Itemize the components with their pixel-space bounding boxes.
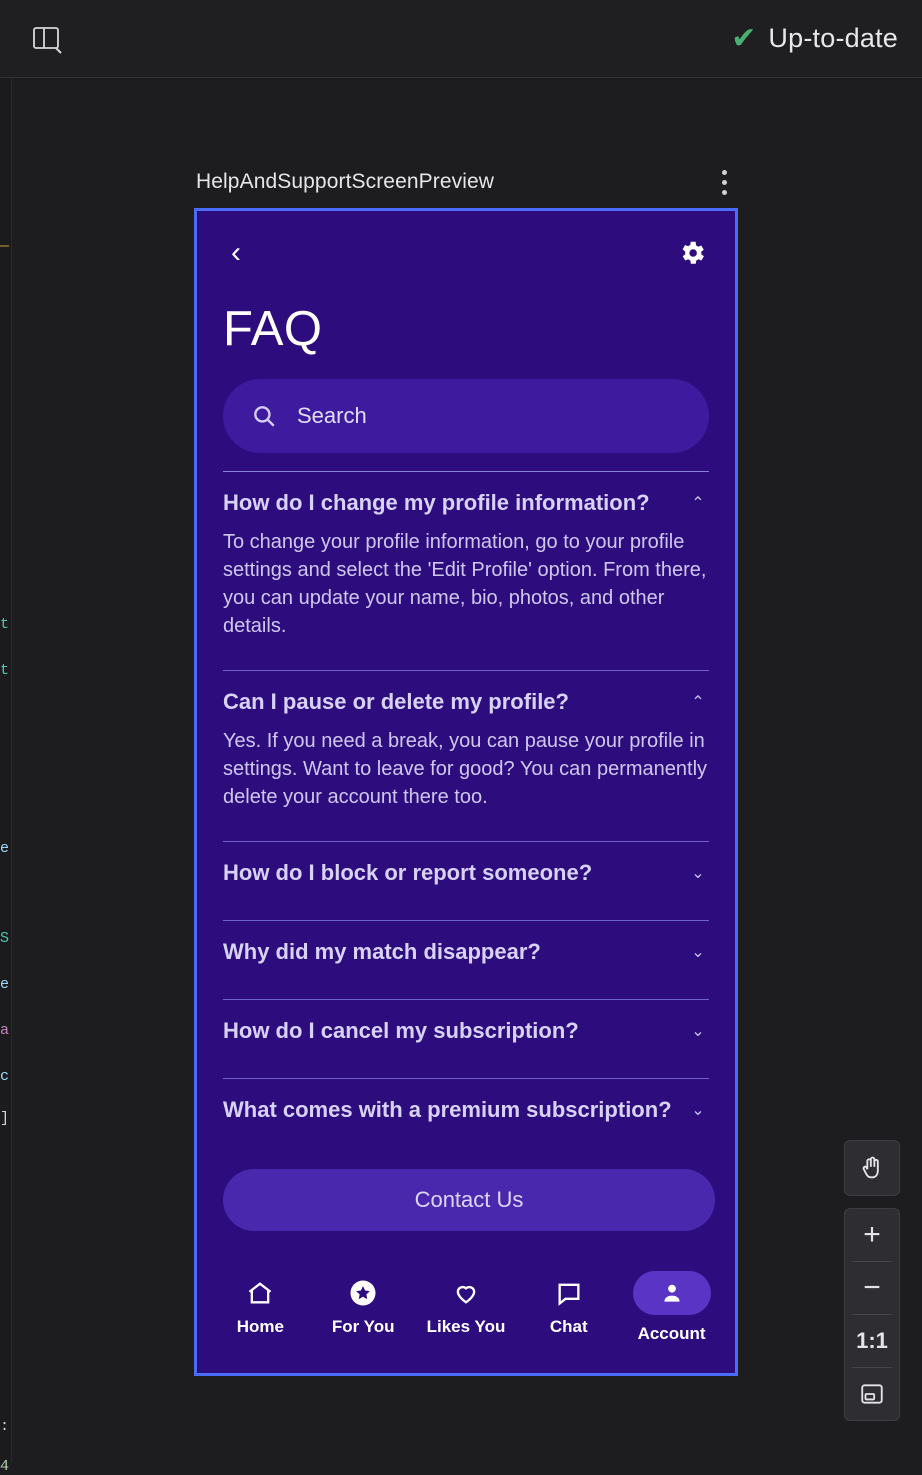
chevron-down-icon[interactable]: ⌄ bbox=[691, 1102, 705, 1119]
kebab-menu-icon[interactable] bbox=[712, 165, 736, 199]
app-screen bbox=[197, 211, 735, 1373]
bottom-tab-bar bbox=[197, 1255, 735, 1373]
chevron-down-icon[interactable]: ⌄ bbox=[691, 944, 705, 961]
search-placeholder: Search bbox=[297, 403, 367, 428]
zoom-out-button[interactable]: − bbox=[863, 1271, 881, 1304]
faq-question-text: Why did my match disappear? bbox=[223, 939, 541, 964]
zoom-ratio-button[interactable]: 1:1 bbox=[856, 1328, 888, 1353]
person-icon bbox=[657, 1278, 687, 1308]
code-fragment: 4 bbox=[0, 1458, 10, 1475]
status-badge bbox=[731, 23, 898, 54]
faq-question-text: How do I block or report someone? bbox=[223, 860, 593, 885]
preview-title: HelpAndSupportScreenPreview bbox=[196, 170, 495, 193]
preview-header bbox=[196, 165, 736, 199]
split-panel-icon[interactable] bbox=[30, 22, 64, 56]
faq-item[interactable] bbox=[223, 999, 709, 1078]
faq-question-row[interactable] bbox=[223, 1079, 709, 1135]
active-tab-pill bbox=[633, 1271, 711, 1315]
code-fragment: — bbox=[0, 238, 10, 255]
tab-home[interactable] bbox=[212, 1278, 308, 1337]
zoom-controls bbox=[844, 1208, 900, 1421]
top-bar-left bbox=[30, 22, 64, 56]
tab-label: Account bbox=[637, 1323, 706, 1343]
faq-question-row[interactable] bbox=[223, 472, 709, 528]
zoom-in-button[interactable]: + bbox=[863, 1218, 881, 1251]
tab-label: Home bbox=[236, 1316, 284, 1336]
code-fragment: : bbox=[0, 1418, 10, 1435]
faq-question-row[interactable] bbox=[223, 921, 709, 999]
faq-item[interactable] bbox=[223, 1078, 709, 1122]
chevron-up-icon[interactable]: ⌃ bbox=[691, 495, 705, 512]
contact-us-button[interactable]: Contact Us bbox=[223, 1169, 715, 1231]
status-text: Up-to-date bbox=[768, 23, 898, 53]
faq-list bbox=[223, 471, 709, 1122]
faq-question-text: What comes with a premium subscription? bbox=[223, 1097, 672, 1122]
chevron-up-icon[interactable]: ⌃ bbox=[691, 694, 705, 711]
heart-icon bbox=[451, 1278, 481, 1308]
app-top-bar bbox=[197, 211, 735, 295]
top-bar bbox=[0, 0, 922, 78]
tab-likes-you[interactable] bbox=[418, 1278, 514, 1337]
code-fragment: t bbox=[0, 616, 10, 633]
code-fragment: ] bbox=[0, 1110, 10, 1127]
preview-device-frame[interactable] bbox=[194, 208, 738, 1376]
list-fade-overlay bbox=[197, 1133, 735, 1163]
back-chevron-icon[interactable]: ‹ bbox=[231, 236, 241, 269]
editor-gutter-sliver bbox=[0, 78, 12, 1475]
faq-item[interactable] bbox=[223, 920, 709, 999]
chat-bubble-icon bbox=[554, 1278, 584, 1308]
code-fragment: t bbox=[0, 662, 10, 679]
tab-label: For You bbox=[331, 1316, 395, 1336]
tab-account[interactable] bbox=[624, 1271, 720, 1344]
faq-item[interactable] bbox=[223, 670, 709, 841]
code-fragment: e bbox=[0, 976, 10, 993]
home-icon bbox=[245, 1278, 275, 1308]
gear-icon[interactable] bbox=[677, 238, 707, 268]
faq-item[interactable] bbox=[223, 471, 709, 670]
tab-chat[interactable] bbox=[521, 1278, 617, 1337]
faq-question-text: Can I pause or delete my profile? bbox=[223, 689, 569, 714]
search-icon bbox=[251, 403, 277, 429]
page-title: FAQ bbox=[223, 302, 323, 356]
chevron-down-icon[interactable]: ⌄ bbox=[691, 865, 705, 882]
faq-question-row[interactable] bbox=[223, 1000, 709, 1078]
code-fragment: a bbox=[0, 1022, 10, 1039]
check-icon: ✔ bbox=[731, 21, 757, 55]
code-fragment: c bbox=[0, 1068, 10, 1085]
faq-answer-text: To change your profile information, go to your profile settings and select the 'Edit Profile' option. From there, you can update your name, bio, photos, and other details. bbox=[223, 531, 707, 637]
fit-to-screen-icon[interactable] bbox=[844, 1368, 900, 1420]
code-fragment: S bbox=[0, 930, 10, 947]
chevron-down-icon[interactable]: ⌄ bbox=[691, 1023, 705, 1040]
faq-answer-text: Yes. If you need a break, you can pause your profile in settings. Want to leave for good? You can permanently delete your account there too. bbox=[223, 730, 708, 808]
search-input[interactable] bbox=[223, 379, 709, 453]
tab-for-you[interactable] bbox=[315, 1278, 411, 1337]
tab-label: Likes You bbox=[426, 1316, 506, 1336]
code-fragment: e bbox=[0, 840, 10, 857]
faq-question-row[interactable] bbox=[223, 842, 709, 920]
faq-question-text: How do I cancel my subscription? bbox=[223, 1018, 579, 1043]
faq-item[interactable] bbox=[223, 841, 709, 920]
faq-question-text: How do I change my profile information? bbox=[223, 490, 650, 515]
star-circle-icon bbox=[348, 1278, 378, 1308]
faq-question-row[interactable] bbox=[223, 671, 709, 727]
pan-hand-icon[interactable] bbox=[844, 1140, 900, 1196]
tab-label: Chat bbox=[549, 1316, 588, 1336]
